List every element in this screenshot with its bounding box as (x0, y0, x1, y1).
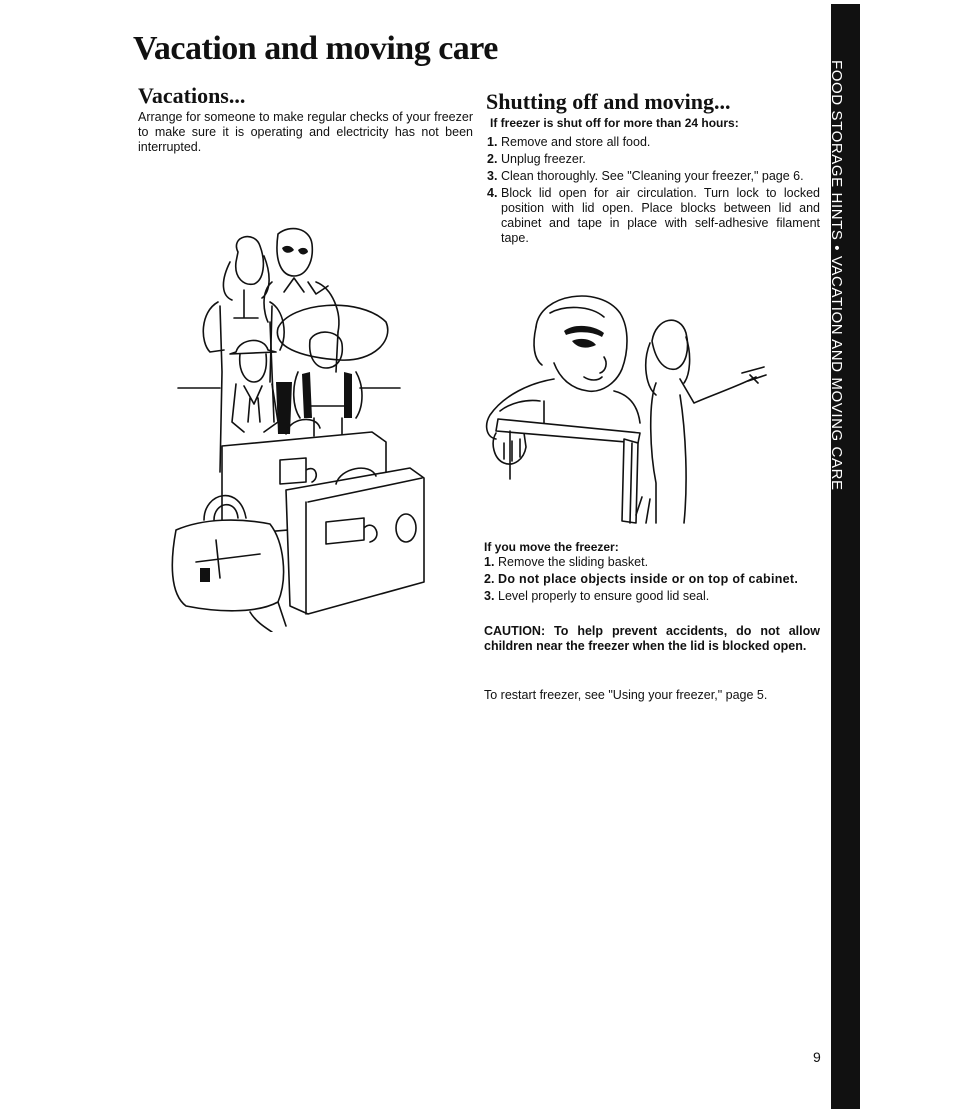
shutting-off-subheading: If freezer is shut off for more than 24 hours: (490, 116, 739, 130)
moving-heading: If you move the freezer: (484, 540, 619, 554)
vacations-heading: Vacations... (138, 83, 246, 108)
step-text: Clean thoroughly. See "Cleaning your freezer," page 6. (501, 169, 804, 183)
step-number: 4. (487, 186, 498, 200)
man-opening-freezer-illustration (480, 283, 770, 528)
list-item (487, 186, 820, 246)
side-tab-label: FOOD STORAGE HINTS • VACATION AND MOVING CARE (828, 60, 845, 491)
step-text: Remove and store all food. (501, 135, 651, 149)
step-number: 1. (484, 555, 495, 569)
step-number: 2. (487, 152, 498, 166)
step-text: Block lid open for air circulation. Turn lock to locked position with lid open. Place blocks between lid and cabinet and tape in place with self-adhesive filament tape. (501, 186, 820, 245)
step-text: Remove the sliding basket. (498, 555, 649, 569)
step-text: Level properly to ensure good lid seal. (498, 589, 710, 603)
shutting-off-steps (487, 135, 820, 248)
moving-steps (484, 555, 820, 606)
step-text: Do not place objects inside or on top of cabinet. (498, 572, 799, 586)
step-number: 2. (484, 572, 495, 586)
list-item (487, 152, 820, 167)
list-item (484, 572, 820, 587)
page-number: 9 (813, 1049, 821, 1065)
list-item (484, 555, 820, 570)
page-title: Vacation and moving care (133, 30, 498, 67)
restart-note: To restart freezer, see "Using your freezer," page 5. (484, 688, 768, 702)
family-with-luggage-illustration (160, 222, 428, 632)
list-item (484, 589, 820, 604)
step-number: 1. (487, 135, 498, 149)
step-number: 3. (484, 589, 495, 603)
section-side-tab (828, 4, 860, 1109)
shutting-off-heading: Shutting off and moving... (486, 89, 731, 114)
list-item (487, 169, 820, 184)
vacations-body: Arrange for someone to make regular checks of your freezer to make sure it is operating and electricity has not been interrupted. (138, 110, 473, 154)
list-item (487, 135, 820, 150)
step-number: 3. (487, 169, 498, 183)
caution-notice: CAUTION: To help prevent accidents, do not allow children near the freezer when the lid is blocked open. (484, 624, 820, 654)
step-text: Unplug freezer. (501, 152, 586, 166)
